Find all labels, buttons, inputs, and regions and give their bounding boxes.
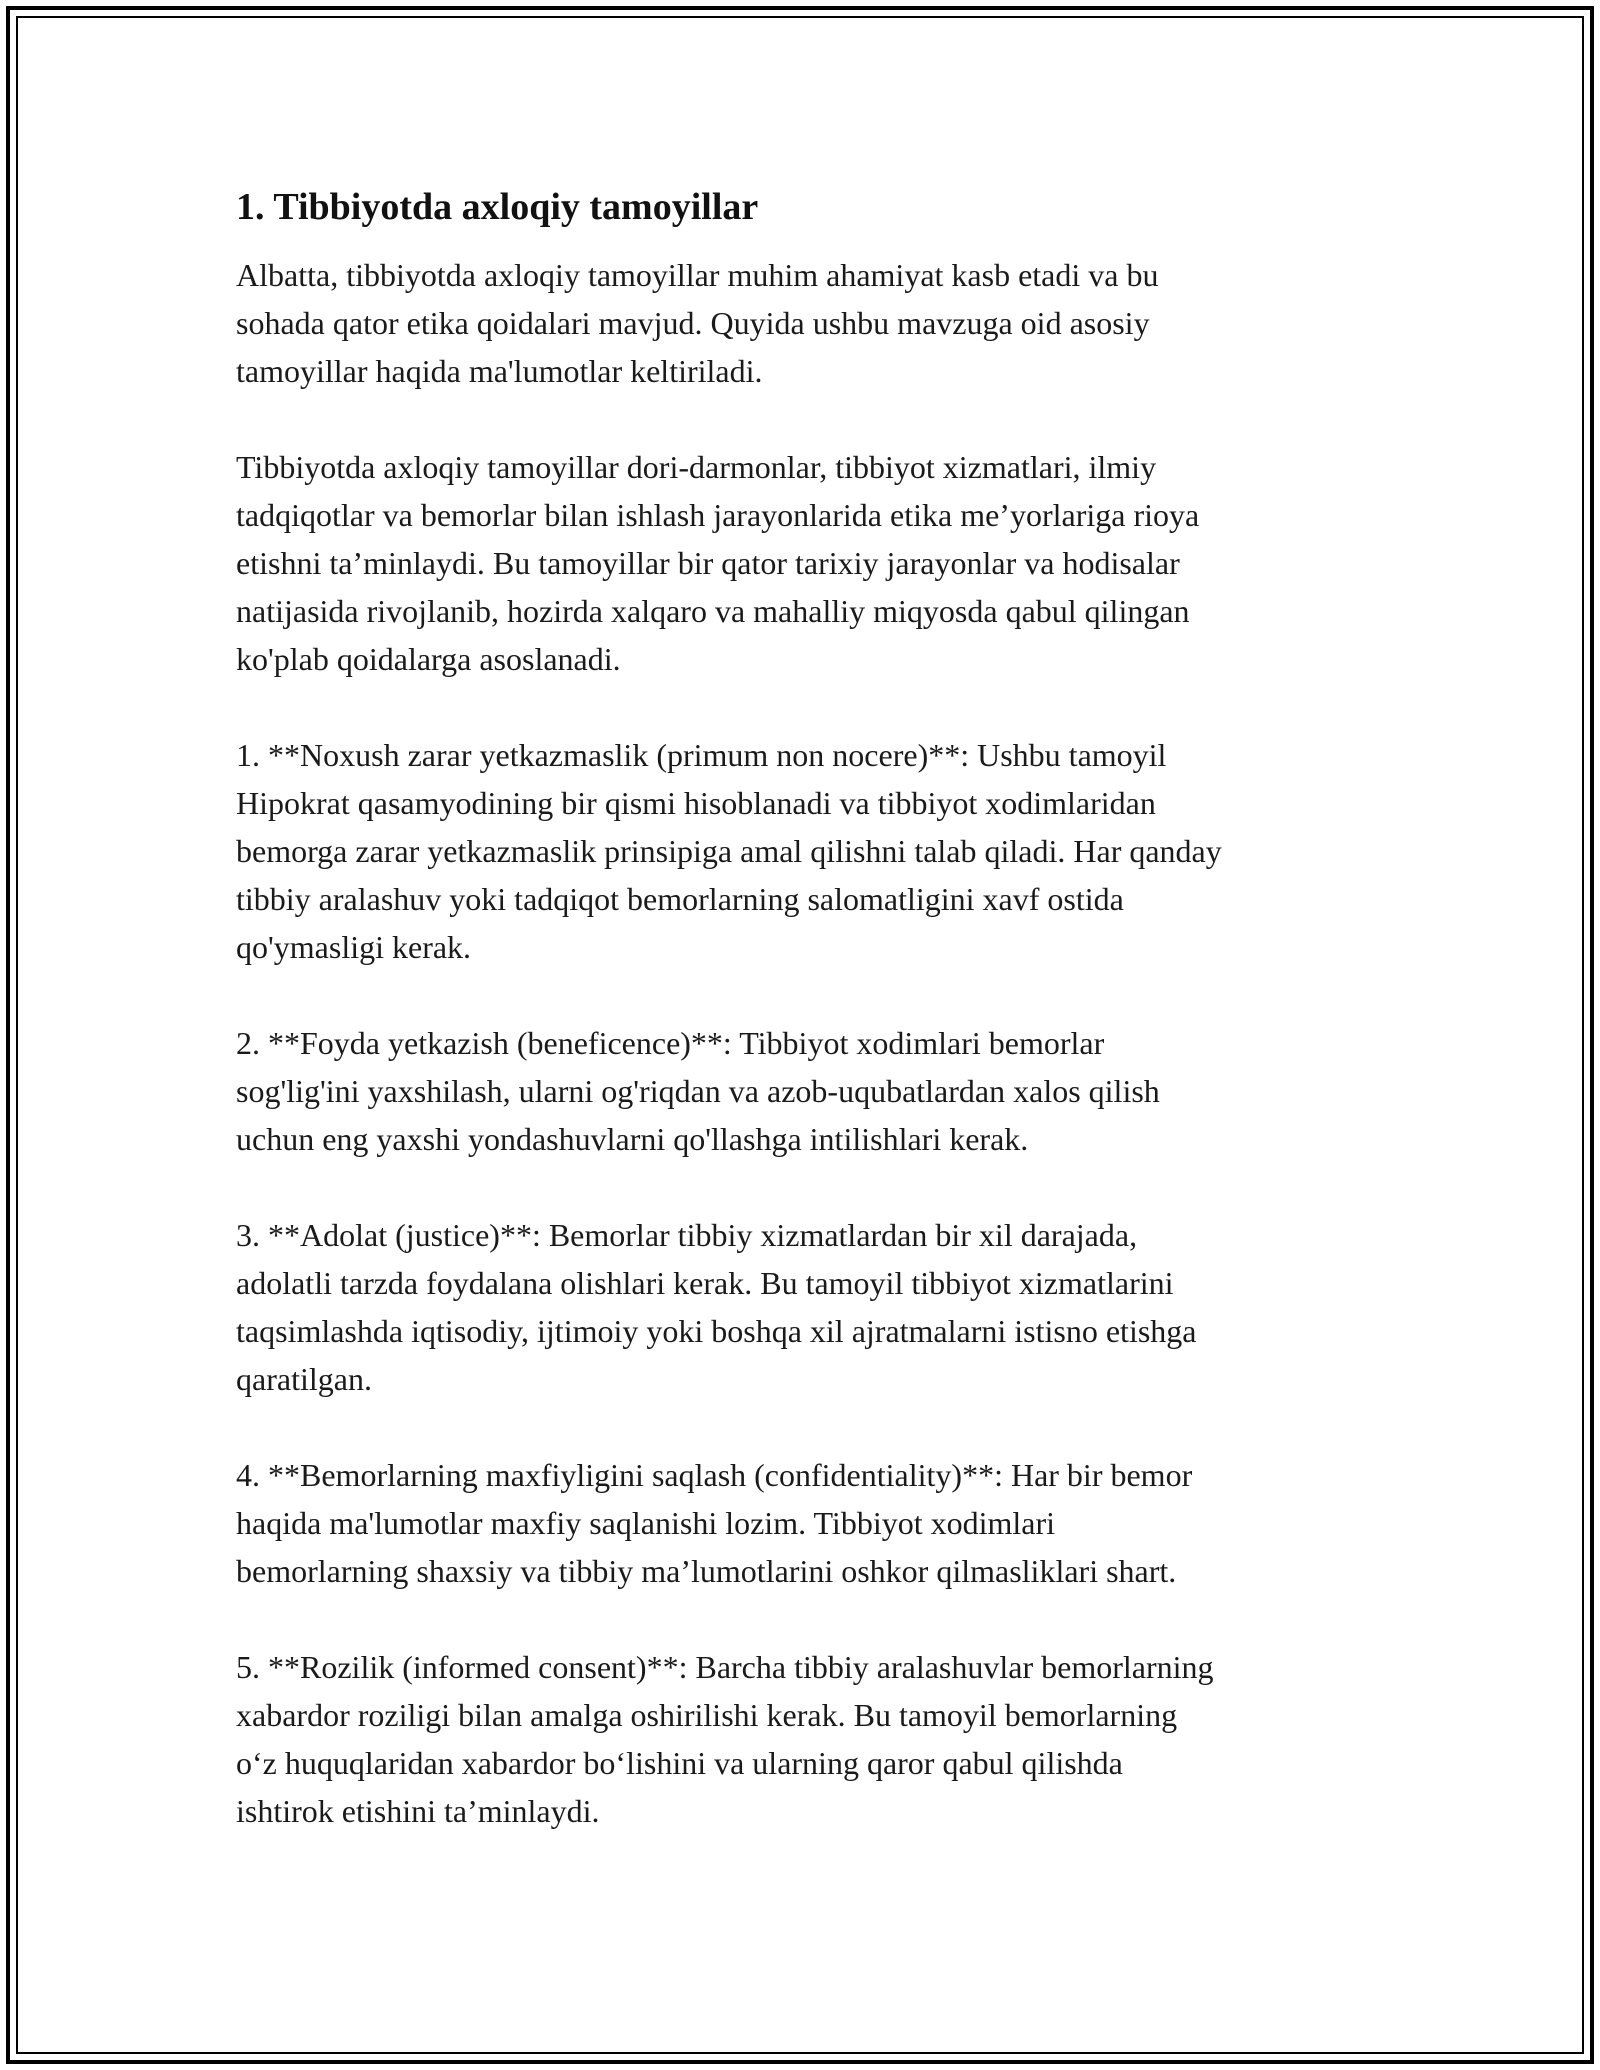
principle-informed-consent: 5. **Rozilik (informed consent)**: Barcha tibbiy aralashuvlar bemorlarning xabardor roziligi bilan amalga oshirilishi kerak. Bu tamoyil bemorlarning o‘z huquqlaridan xabardor bo‘lishini va ularning qaror qabul qilishda ishtirok etishini ta’minlaydi.	[236, 1648, 1214, 1829]
intro-paragraph: Albatta, tibbiyotda axloqiy tamoyillar muhim ahamiyat kasb etadi va bu sohada qator etika qoidalari mavjud. Quyida ushbu mavzuga oid asosiy tamoyillar haqida ma'lumotlar keltiriladi.	[236, 256, 1159, 389]
principle-beneficence: 2. **Foyda yetkazish (beneficence)**: Tibbiyot xodimlari bemorlar sog'lig'ini yaxshilash, ularni og'riqdan va azob-uqubatlardan xalos qilish uchun eng yaxshi yondashuvlarni qo'llashga intilishlari kerak.	[236, 1024, 1160, 1157]
principle-justice: 3. **Adolat (justice)**: Bemorlar tibbiy xizmatlardan bir xil darajada, adolatli tarzda foydalana olishlari kerak. Bu tamoyil tibbiyot xizmatlarini taqsimlashda iqtisodiy, ijtimoiy yoki boshqa xil ajratmalarni istisno etishga qaratilgan.	[236, 1216, 1197, 1397]
principle-confidentiality: 4. **Bemorlarning maxfiyligini saqlash (confidentiality)**: Har bir bemor haqida ma'lumotlar maxfiy saqlanishi lozim. Tibbiyot xodimlari bemorlarning shaxsiy va tibbiy ma’lumotlarini oshkor qilmasliklari shart.	[236, 1456, 1193, 1589]
principle-nonmaleficence: 1. **Noxush zarar yetkazmaslik (primum non nocere)**: Ushbu tamoyil Hipokrat qasamyodining bir qismi hisoblanadi va tibbiyot xodimlaridan bemorga zarar yetkazmaslik prinsipiga amal qilishni talab qiladi. Har qanday tibbiy aralashuv yoki tadqiqot bemorlarning salomatligini xavf ostida qo'ymasligi kerak.	[236, 736, 1222, 965]
overview-paragraph: Tibbiyotda axloqiy tamoyillar dori-darmonlar, tibbiyot xizmatlari, ilmiy tadqiqotlar va bemorlar bilan ishlash jarayonlarida etika me’yorlariga rioya etishni ta’minlaydi. Bu tamoyillar bir qator tarixiy jarayonlar va hodisalar natijasida rivojlanib, hozirda xalqaro va mahalliy miqyosda qabul qilingan ko'plab qoidalarga asoslanadi.	[236, 448, 1200, 677]
document-body	[236, 185, 1376, 1883]
document-title: 1. Tibbiyotda axloqiy tamoyillar	[236, 186, 759, 228]
